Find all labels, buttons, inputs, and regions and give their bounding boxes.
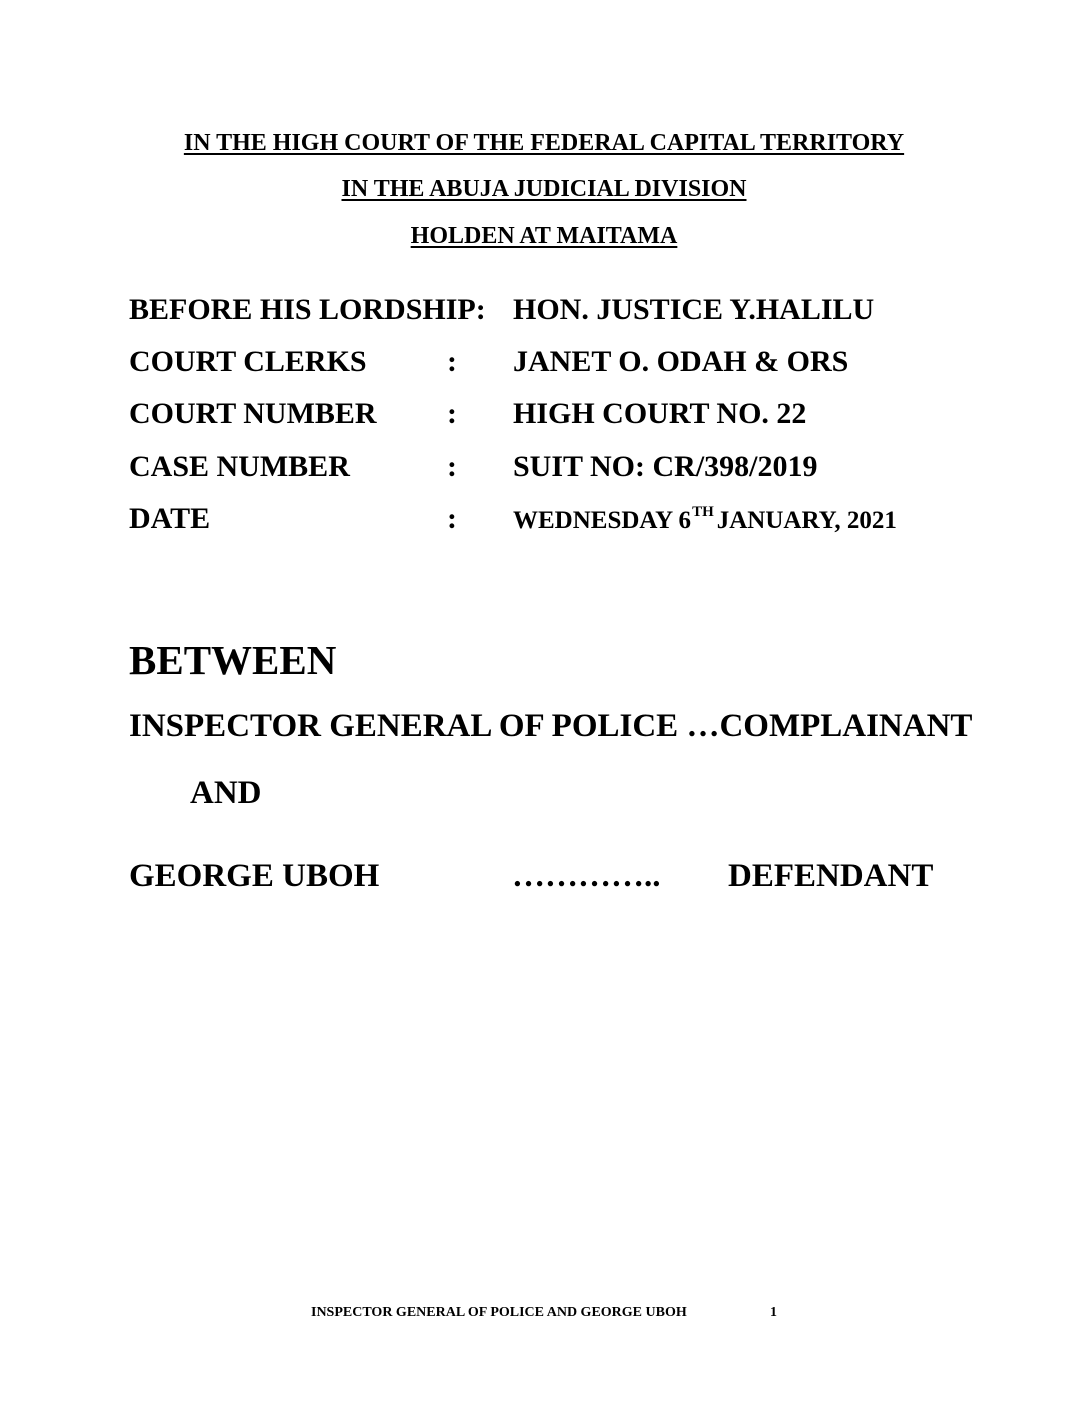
case-number-value: SUIT NO: CR/398/2019: [513, 450, 818, 483]
date-colon: :: [447, 502, 457, 535]
defendant-role: DEFENDANT: [728, 858, 934, 894]
defendant-name: GEORGE UBOH: [129, 858, 380, 894]
case-number-colon: :: [447, 450, 457, 483]
court-location: HOLDEN AT MAITAMA: [410, 223, 678, 249]
and-connector: AND: [190, 775, 262, 811]
between-heading: BETWEEN: [129, 637, 337, 683]
complainant-line: INSPECTOR GENERAL OF POLICE …COMPLAINANT: [129, 708, 973, 744]
date-value-ordinal: TH: [692, 504, 714, 520]
court-number-value: HIGH COURT NO. 22: [513, 397, 807, 430]
lordship-label: BEFORE HIS LORDSHIP:: [129, 293, 486, 326]
court-clerks-label: COURT CLERKS: [129, 345, 367, 378]
footer-title: INSPECTOR GENERAL OF POLICE AND GEORGE UBOH: [311, 1305, 687, 1320]
page-footer: [311, 1305, 777, 1321]
court-clerks-value: JANET O. ODAH & ORS: [513, 345, 849, 378]
court-title: IN THE HIGH COURT OF THE FEDERAL CAPITAL TERRITORY: [183, 130, 905, 156]
page-number: 1: [770, 1305, 777, 1320]
court-clerks-colon: :: [447, 345, 457, 378]
date-value: [513, 504, 897, 535]
date-label: DATE: [129, 502, 211, 535]
case-number-label: CASE NUMBER: [129, 450, 350, 483]
lordship-value: HON. JUSTICE Y.HALILU: [513, 293, 875, 326]
defendant-dots: …………..: [512, 858, 661, 894]
date-value-month-year: JANUARY, 2021: [716, 507, 897, 534]
date-value-day: WEDNESDAY 6: [513, 507, 692, 534]
judicial-division: IN THE ABUJA JUDICIAL DIVISION: [341, 176, 747, 202]
court-number-colon: :: [447, 397, 457, 430]
court-number-label: COURT NUMBER: [129, 397, 377, 430]
